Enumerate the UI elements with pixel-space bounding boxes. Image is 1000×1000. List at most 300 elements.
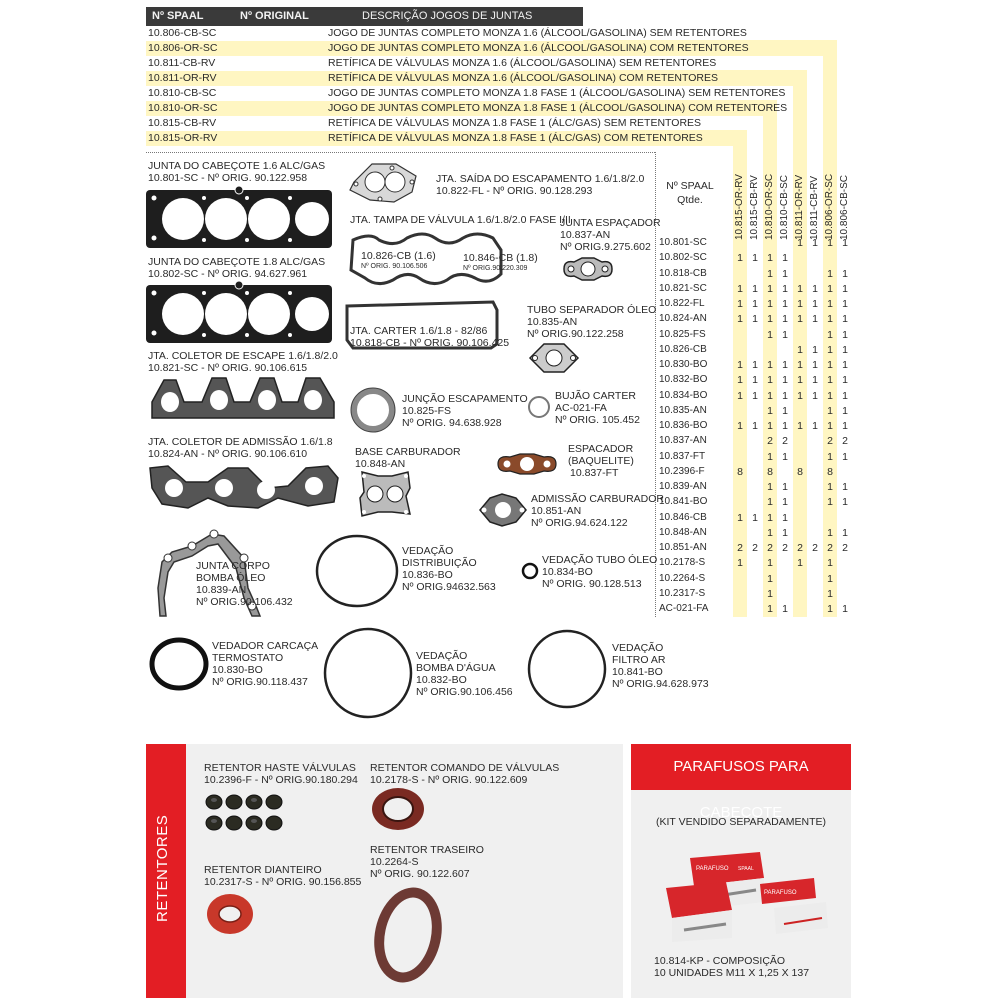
kit-spaal-code: 10.810-CB-SC [148, 87, 217, 99]
qty-cell: 1 [767, 450, 773, 463]
qty-cell: 1 [842, 481, 848, 493]
qty-cell: 1 [842, 404, 848, 417]
adm-carb-label [531, 493, 664, 529]
qty-cell: 1 [767, 404, 773, 417]
qty-cell: 1 [842, 450, 848, 463]
qty-cell: 1 [827, 496, 833, 509]
header-spaal: Nº SPAAL [152, 10, 204, 22]
water-pump-oring-icon [322, 626, 414, 720]
qty-cell: 1 [827, 404, 833, 417]
qty-cell: 1 [752, 420, 758, 432]
qty-cell: 1 [842, 374, 848, 387]
tampa-a-orig: Nº ORIG. 90.106.506 [361, 263, 428, 270]
qty-cell: 1 [827, 587, 833, 600]
qty-cell: 1 [767, 389, 773, 402]
exhaust-junction-ring-icon [350, 387, 396, 433]
kit-row [146, 101, 788, 116]
qty-column-header [733, 158, 747, 240]
spacer-gasket-icon [560, 256, 616, 282]
kit-row [146, 26, 747, 41]
qty-cell: 1 [842, 343, 848, 356]
kit-spaal-code: 10.806-OR-SC [148, 42, 218, 54]
box-label-2: PARAFUSO [764, 890, 797, 896]
qty-part-code: 10.2264-S [659, 572, 706, 584]
juncao-label [402, 393, 528, 429]
qty-cell: 1 [782, 252, 788, 265]
kit-row [146, 86, 786, 101]
haste-code: 10.2396-F - Nº ORIG.90.180.294 [204, 774, 358, 786]
qty-part-code: 10.824-AN [659, 313, 707, 325]
qty-cell: 1 [767, 328, 773, 341]
retentores-side-tab [146, 744, 186, 998]
qty-cell: 1 [797, 389, 803, 402]
qty-cell: 1 [842, 389, 848, 402]
qty-column-label: 10.815-CB-RV [749, 175, 760, 240]
qty-cell: 1 [767, 267, 773, 280]
termostato-label [212, 640, 318, 688]
bomba-oleo-l2: BOMBA ÓLEO [196, 572, 266, 584]
qty-cell: 1 [842, 298, 848, 310]
qty-cell: 1 [842, 282, 848, 295]
filtro-ar-l2: FILTRO AR [612, 654, 666, 666]
kit-spaal-code: 10.810-OR-SC [148, 102, 218, 114]
qty-cell: 1 [842, 603, 848, 615]
kits-table-header [146, 7, 583, 26]
qty-cell: 1 [812, 359, 818, 371]
parafusos-line1: 10.814-KP - COMPOSIÇÃO [654, 955, 786, 967]
carter-code: 10.818-CB - Nº ORIG. 90.106.425 [350, 337, 510, 349]
tampa-a [361, 250, 436, 271]
qty-cell: 8 [737, 465, 743, 478]
retentores-side-label: RETENTORES [154, 814, 171, 922]
espacador-l2: 10.837-AN [560, 229, 611, 241]
qty-cell: 1 [797, 557, 803, 570]
termostato-l2: TERMOSTATO [212, 652, 284, 664]
qty-part-code: 10.802-SC [659, 252, 707, 264]
qty-cell: 8 [767, 465, 773, 478]
qty-cell: 1 [737, 389, 743, 402]
filtro-ar-l3: 10.841-BO [612, 666, 663, 678]
qty-cell: 2 [767, 435, 773, 448]
traseiro-title: RETENTOR TRASEIRO [370, 844, 484, 856]
qty-cell: 1 [797, 237, 803, 249]
qty-part-code: 10.2178-S [659, 557, 706, 569]
qty-part-code: 10.835-AN [659, 404, 707, 416]
termostato-l3: 10.830-BO [212, 664, 263, 676]
qty-cell: 2 [842, 542, 848, 554]
qty-cell: 1 [737, 313, 743, 326]
qty-cell: 1 [782, 313, 788, 326]
qty-cell: 1 [827, 328, 833, 341]
bujao-l2: AC-021-FA [555, 402, 607, 414]
espacador-label [560, 217, 661, 253]
qty-part-code: 10.832-BO [659, 374, 708, 386]
espacador-l1: JUNTA ESPAÇADOR [560, 217, 661, 229]
distrib-l1: VEDAÇÃO [402, 545, 454, 557]
qty-cell: 1 [842, 267, 848, 280]
filtro-ar-l4: Nº ORIG.94.628.973 [612, 678, 709, 690]
qty-cell: 1 [812, 343, 818, 356]
kit-row [146, 131, 747, 146]
tubo-sep-l1: TUBO SEPARADOR ÓLEO [527, 304, 657, 316]
qty-cell: 1 [767, 481, 773, 493]
qty-cell: 1 [737, 298, 743, 310]
termostato-l4: Nº ORIG.90.118.437 [212, 676, 308, 688]
kit-description: JOGO DE JUNTAS COMPLETO MONZA 1.8 FASE 1 (ÁLCOOL/GASOLINA) SEM RETENTORES [328, 87, 786, 99]
qty-part-code: 10.836-BO [659, 420, 708, 431]
qty-cell: 1 [827, 313, 833, 326]
qty-cell: 1 [842, 526, 848, 539]
qty-cell: 2 [782, 435, 788, 448]
base-carb-l2: 10.848-AN [355, 458, 406, 470]
valve-stem-seals-icon [204, 793, 284, 833]
parafusos-line2: 10 UNIDADES M11 X 1,25 X 137 [654, 967, 810, 979]
qty-cell: 1 [842, 420, 848, 432]
qty-part-code: 10.848-AN [659, 526, 707, 538]
tampa-b-code: 10.846-CB (1.8) [463, 252, 538, 264]
qty-column-label: 10.806-CB-SC [839, 174, 850, 240]
qty-cell: 1 [782, 481, 788, 493]
kit-row [146, 41, 837, 56]
qty-part-code: 10.851-AN [659, 542, 707, 553]
qty-part-code: 10.830-BO [659, 359, 708, 370]
cab16-title: JUNTA DO CABEÇOTE 1.6 ALC/GAS [148, 160, 326, 172]
qty-cell: 1 [782, 420, 788, 432]
qty-column-label: 10.811-CB-RV [809, 175, 820, 240]
kit-spaal-code: 10.811-OR-RV [148, 72, 217, 84]
qty-column-label: 10.810-CB-SC [779, 174, 790, 240]
kit-row [146, 116, 702, 131]
qty-column-header [823, 158, 837, 240]
qty-cell: 2 [842, 435, 848, 448]
qty-cell: 1 [827, 343, 833, 356]
qty-cell: 1 [812, 420, 818, 432]
distribution-oring-icon [314, 533, 400, 609]
tubo-oleo-l3: Nº ORIG. 90.128.513 [542, 578, 642, 590]
qty-cell: 1 [827, 298, 833, 310]
kit-spaal-code: 10.815-CB-RV [148, 117, 217, 129]
cab18-label [148, 256, 325, 280]
qty-cell: 1 [752, 313, 758, 326]
qty-cell: 1 [752, 389, 758, 402]
kit-description: RETÍFICA DE VÁLVULAS MONZA 1.6 (ÁLCOOL/GASOLINA) SEM RETENTORES [328, 57, 717, 69]
qty-cell: 1 [752, 282, 758, 295]
qty-column-header [748, 158, 762, 240]
admissao-col-title: JTA. COLETOR DE ADMISSÃO 1.6/1.8 [148, 436, 333, 448]
tampa-b [463, 252, 538, 273]
qty-cell: 1 [752, 374, 758, 387]
bujao-label [555, 390, 640, 426]
qty-cell: 1 [797, 420, 803, 432]
juncao-l1: JUNÇÃO ESCAPAMENTO [402, 393, 528, 405]
filtro-ar-label [612, 642, 709, 690]
cab18-title: JUNTA DO CABEÇOTE 1.8 ALC/GAS [148, 256, 326, 268]
qty-cell: 1 [782, 511, 788, 524]
tampa-a-code: 10.826-CB (1.6) [361, 250, 436, 262]
parafusos-title: PARAFUSOS PARA CABEÇOTE [631, 744, 851, 790]
tubo-oleo-l2: 10.834-BO [542, 566, 593, 578]
qty-column-header [793, 158, 807, 240]
qty-cell: 1 [812, 237, 818, 249]
qty-header-spaal: Nº SPAAL [666, 180, 714, 192]
bomba-oleo-l4: Nº ORIG.90.106.432 [196, 596, 293, 608]
qty-cell: 1 [827, 420, 833, 432]
tubo-oleo-l1: VEDAÇÃO TUBO ÓLEO [542, 554, 658, 566]
tampa-b-orig: Nº ORIG.90.220.309 [463, 265, 528, 272]
qty-part-code: 10.846-CB [659, 511, 707, 523]
qty-cell: 1 [782, 496, 788, 509]
adm-carb-l2: 10.851-AN [531, 505, 582, 517]
qty-cell: 1 [797, 343, 803, 356]
carburetor-base-gasket-icon [356, 468, 414, 520]
qty-cell: 1 [782, 282, 788, 295]
kit-description: JOGO DE JUNTAS COMPLETO MONZA 1.6 (ÁLCOOL/GASOLINA) COM RETENTORES [328, 42, 749, 54]
qty-cell: 2 [827, 542, 833, 554]
qty-cell: 1 [827, 374, 833, 387]
qty-part-code: 10.826-CB [659, 343, 707, 355]
qty-cell: 1 [782, 404, 788, 417]
tubo-sep-l2: 10.835-AN [527, 316, 578, 328]
qty-cell: 1 [842, 359, 848, 371]
kit-description: JOGO DE JUNTAS COMPLETO MONZA 1.6 (ÁLCOOL/GASOLINA) SEM RETENTORES [328, 27, 747, 39]
adm-carb-l3: Nº ORIG.94.624.122 [531, 517, 628, 529]
qty-cell: 1 [782, 374, 788, 387]
thermostat-seal-icon [148, 636, 210, 692]
comando-code: 10.2178-S - Nº ORIG. 90.122.609 [370, 774, 528, 786]
qty-column-header [778, 158, 792, 240]
qty-cell: 1 [827, 526, 833, 539]
qty-cell: 1 [827, 603, 833, 615]
dianteiro-code: 10.2317-S - Nº ORIG. 90.156.855 [204, 876, 362, 888]
distrib-l3: 10.836-BO [402, 569, 453, 581]
qty-cell: 1 [782, 328, 788, 341]
qty-cell: 2 [767, 542, 773, 554]
qty-column-header [763, 158, 777, 240]
cylinder-head-gasket-18-icon [146, 283, 332, 345]
bomba-agua-l1: VEDAÇÃO [416, 650, 468, 662]
haste-label [204, 762, 358, 786]
kit-description: RETÍFICA DE VÁLVULAS MONZA 1.6 (ÁLCOOL/GASOLINA) COM RETENTORES [328, 72, 718, 84]
qty-cell: 1 [797, 313, 803, 326]
bujao-l3: Nº ORIG. 105.452 [555, 414, 640, 426]
qty-cell: 1 [827, 389, 833, 402]
qty-part-code: 10.821-SC [659, 282, 707, 294]
qty-cell: 2 [797, 542, 803, 554]
qty-part-code: 10.825-FS [659, 328, 706, 340]
bomba-agua-label [416, 650, 513, 698]
comando-label [370, 762, 559, 786]
qty-cell: 1 [782, 298, 788, 310]
qty-column-label: 10.810-OR-SC [764, 173, 775, 240]
cab18-code: 10.802-SC - Nº ORIG. 94.627.961 [148, 268, 308, 280]
qty-cell: 1 [782, 450, 788, 463]
bakelite-spacer-icon [494, 452, 560, 476]
admissao-col-label [148, 436, 333, 460]
cylinder-head-gasket-16-icon [146, 188, 332, 250]
rear-seal-icon [372, 884, 444, 986]
bomba-oleo-l1: JUNTA CORPO [196, 560, 270, 572]
qty-cell: 1 [827, 359, 833, 371]
qty-cell: 1 [767, 313, 773, 326]
qty-part-code: 10.818-CB [659, 267, 707, 279]
qty-cell: 1 [737, 420, 743, 432]
tubo-sep-label [527, 304, 656, 340]
haste-title: RETENTOR HASTE VÁLVULAS [204, 762, 356, 774]
qty-part-code: 10.837-FT [659, 450, 706, 462]
qty-cell: 1 [767, 511, 773, 524]
traseiro-label [370, 844, 484, 880]
qty-column-header [808, 158, 822, 240]
base-carb-l1: BASE CARBURADOR [355, 446, 461, 458]
qty-cell: 1 [767, 374, 773, 387]
air-filter-oring-icon [526, 628, 608, 710]
qty-cell: 2 [812, 542, 818, 554]
qty-cell: 1 [737, 374, 743, 387]
qty-column-label: 10.811-OR-RV [794, 174, 805, 240]
qty-part-code: 10.841-BO [659, 496, 708, 508]
qty-cell: 1 [767, 420, 773, 432]
qty-part-code: AC-021-FA [659, 603, 709, 614]
kit-row [146, 56, 717, 71]
distrib-l2: DISTRIBUIÇÃO [402, 557, 477, 569]
kit-row [146, 71, 807, 86]
distrib-label [402, 545, 496, 593]
qty-part-code: 10.837-AN [659, 435, 707, 447]
traseiro-code: 10.2264-S [370, 856, 419, 868]
admissao-col-code: 10.824-AN - Nº ORIG. 90.106.610 [148, 448, 308, 460]
qty-cell: 1 [767, 298, 773, 310]
kit-spaal-code: 10.811-CB-RV [148, 57, 216, 69]
qty-cell: 1 [797, 298, 803, 310]
adm-carb-l1: ADMISSÃO CARBURADOR [531, 493, 665, 505]
qty-cell: 1 [812, 389, 818, 402]
qty-cell: 2 [752, 542, 758, 554]
oil-separator-gasket-icon [526, 340, 582, 374]
baquelite-l2: (BAQUELITE) [568, 455, 634, 467]
box-label: PARAFUSO [696, 866, 729, 872]
juncao-l2: 10.825-FS [402, 405, 452, 417]
qty-cell: 1 [737, 282, 743, 295]
tubo-oleo-label [542, 554, 657, 590]
qty-cell: 8 [797, 465, 803, 478]
qty-cell: 2 [827, 435, 833, 448]
qty-part-code: 10.839-AN [659, 481, 707, 492]
filtro-ar-l1: VEDAÇÃO [612, 642, 664, 654]
comando-title: RETENTOR COMANDO DE VÁLVULAS [370, 762, 560, 774]
qty-cell: 1 [842, 496, 848, 509]
qty-cell: 8 [827, 465, 833, 478]
bomba-agua-l2: BOMBA D'ÁGUA [416, 662, 496, 674]
oil-tube-oring-icon [520, 561, 540, 581]
qty-cell: 1 [812, 298, 818, 310]
front-seal-icon [205, 892, 255, 936]
qty-part-code: 10.2396-F [659, 465, 705, 477]
qty-column-label: 10.815-OR-RV [734, 174, 745, 240]
qty-cell: 1 [827, 267, 833, 280]
qty-cell: 1 [812, 282, 818, 295]
qty-cell: 1 [782, 267, 788, 280]
escape-col-code: 10.821-SC - Nº ORIG. 90.106.615 [148, 362, 308, 374]
bomba-agua-l4: Nº ORIG.90.106.456 [416, 686, 513, 698]
bolt-kit-boxes-icon [664, 848, 830, 944]
saida-escape-label [436, 173, 644, 197]
carter-title: JTA. CARTER 1.6/1.8 - 82/86 [350, 325, 488, 337]
drain-plug-washer-icon [527, 395, 551, 419]
qty-cell: 1 [827, 237, 833, 249]
qty-cell: 1 [782, 359, 788, 371]
qty-cell: 1 [797, 282, 803, 295]
qty-cell: 1 [752, 298, 758, 310]
qty-cell: 1 [812, 374, 818, 387]
qty-cell: 1 [737, 557, 743, 570]
qty-part-code: 10.2317-S [659, 587, 706, 599]
qty-cell: 1 [827, 282, 833, 295]
exhaust-manifold-gasket-icon [150, 374, 336, 422]
baquelite-l1: ESPACADOR [568, 443, 634, 455]
baquelite-l3: 10.837-FT [570, 467, 619, 479]
qty-cell: 1 [827, 557, 833, 570]
qty-cell: 1 [767, 572, 773, 585]
qty-cell: 1 [782, 603, 788, 615]
dianteiro-label [204, 864, 361, 888]
qty-cell: 1 [782, 389, 788, 402]
escape-col-label [148, 350, 338, 374]
header-description: DESCRIÇÃO JOGOS DE JUNTAS [362, 10, 533, 22]
qty-cell: 2 [737, 542, 743, 554]
carburetor-intake-gasket-icon [476, 492, 528, 528]
camshaft-seal-icon [370, 786, 426, 832]
juncao-l3: Nº ORIG. 94.638.928 [402, 417, 502, 429]
qty-cell: 1 [737, 359, 743, 371]
qty-cell: 1 [767, 359, 773, 371]
baquelite-label [568, 443, 634, 479]
kit-description: RETÍFICA DE VÁLVULAS MONZA 1.8 FASE 1 (ÁLC/GAS) COM RETENTORES [328, 132, 703, 144]
kit-spaal-code: 10.806-CB-SC [148, 27, 217, 39]
qty-cell: 1 [782, 526, 788, 539]
dianteiro-title: RETENTOR DIANTEIRO [204, 864, 322, 876]
qty-column-header [838, 158, 852, 240]
bujao-l1: BUJÃO CARTER [555, 390, 636, 402]
qty-cell: 1 [737, 511, 743, 524]
qty-cell: 1 [767, 603, 773, 615]
qty-cell: 1 [767, 252, 773, 265]
qty-part-code: 10.822-FL [659, 298, 705, 309]
espacador-l3: Nº ORIG.9.275.602 [560, 241, 651, 253]
qty-cell: 1 [752, 511, 758, 524]
qty-cell: 1 [827, 572, 833, 585]
traseiro-orig: Nº ORIG. 90.122.607 [370, 868, 470, 880]
qty-cell: 1 [752, 252, 758, 265]
qty-cell: 1 [842, 328, 848, 341]
carter-label [350, 325, 509, 349]
qty-cell: 2 [782, 542, 788, 554]
qty-part-code: 10.801-SC [659, 237, 707, 248]
qty-cell: 1 [842, 237, 848, 249]
distrib-l4: Nº ORIG.94632.563 [402, 581, 496, 593]
bomba-oleo-l3: 10.839-AN [196, 584, 247, 596]
kit-description: RETÍFICA DE VÁLVULAS MONZA 1.8 FASE 1 (ÁLC/GAS) SEM RETENTORES [328, 117, 702, 129]
kit-spaal-code: 10.815-OR-RV [148, 132, 218, 144]
qty-header-qtde: Qtde. [677, 194, 703, 206]
qty-cell: 1 [797, 359, 803, 371]
escape-col-title: JTA. COLETOR DE ESCAPE 1.6/1.8/2.0 [148, 350, 338, 362]
saida-escape-title: JTA. SAÍDA DO ESCAPAMENTO 1.6/1.8/2.0 [436, 173, 645, 185]
base-carb-label [355, 446, 461, 470]
intake-manifold-gasket-icon [148, 458, 340, 512]
bomba-oleo-label [196, 560, 293, 608]
qty-cell: 1 [827, 481, 833, 493]
kit-description: JOGO DE JUNTAS COMPLETO MONZA 1.8 FASE 1 (ÁLCOOL/GASOLINA) COM RETENTORES [328, 102, 788, 114]
